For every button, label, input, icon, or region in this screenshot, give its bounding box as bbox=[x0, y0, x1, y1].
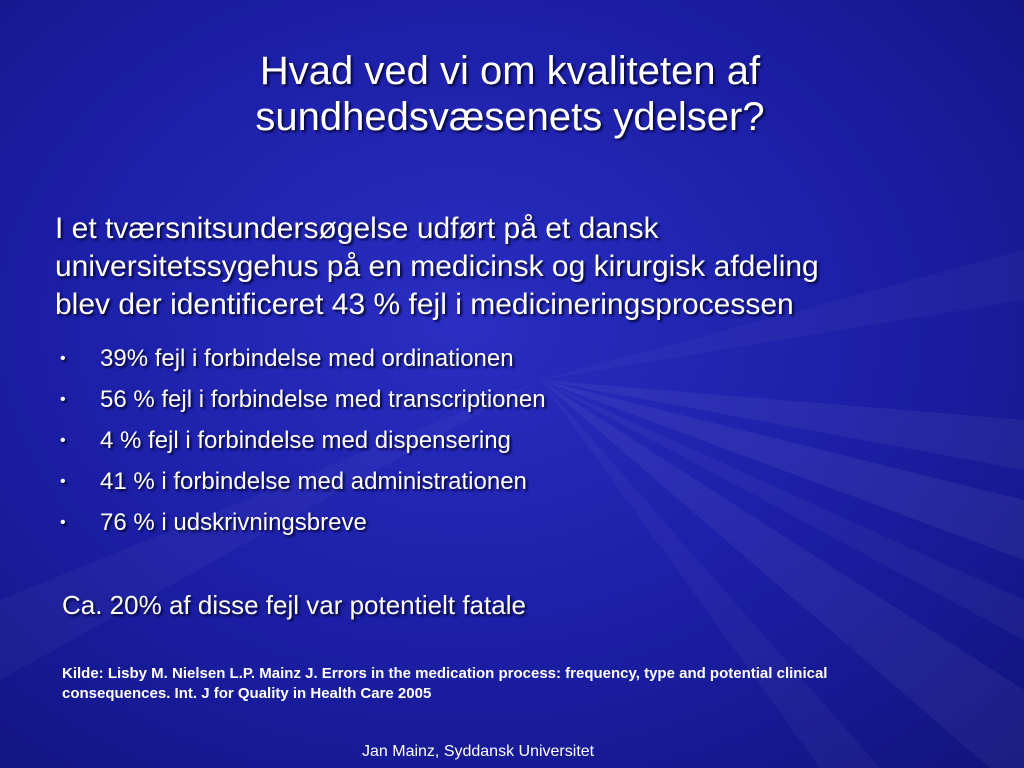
title-line-1: Hvad ved vi om kvaliteten af bbox=[259, 49, 761, 93]
source-citation bbox=[62, 664, 962, 704]
source-line-1: Kilde: Lisby M. Nielsen L.P. Mainz J. Errors in the medication process: frequency, type and potential clinical bbox=[62, 665, 828, 682]
list-item bbox=[58, 506, 546, 547]
footer-author: Jan Mainz, Syddansk Universitet bbox=[362, 743, 595, 760]
bullet-icon: • bbox=[60, 473, 66, 490]
intro-paragraph bbox=[55, 210, 985, 324]
list-item bbox=[58, 342, 546, 383]
bullet-icon: • bbox=[60, 391, 66, 408]
list-item bbox=[58, 465, 546, 506]
bullet-text: 76 % i udskrivningsbreve bbox=[100, 509, 367, 536]
bullet-text: 56 % fejl i forbindelse med transcriptionen bbox=[100, 386, 546, 413]
bullet-text: 39% fejl i forbindelse med ordinationen bbox=[100, 345, 514, 372]
bullet-text: 4 % fejl i forbindelse med dispensering bbox=[100, 427, 511, 454]
intro-line-2: universitetssygehus på en medicinsk og kirurgisk afdeling bbox=[55, 250, 819, 283]
bullet-text: 41 % i forbindelse med administrationen bbox=[100, 468, 527, 495]
source-line-2: consequences. Int. J for Quality in Health Care 2005 bbox=[62, 685, 432, 702]
bullet-icon: • bbox=[60, 514, 66, 531]
bullet-icon: • bbox=[60, 350, 66, 367]
slide-title bbox=[150, 48, 870, 140]
intro-line-3: blev der identificeret 43 % fejl i medicineringsprocessen bbox=[55, 288, 794, 321]
bullet-icon: • bbox=[60, 432, 66, 449]
intro-line-1: I et tværsnitsundersøgelse udført på et dansk bbox=[55, 212, 659, 245]
conclusion-text: Ca. 20% af disse fejl var potentielt fatale bbox=[62, 590, 526, 620]
bullet-list bbox=[58, 342, 546, 547]
list-item bbox=[58, 383, 546, 424]
title-line-2: sundhedsvæsenets ydelser? bbox=[255, 95, 765, 139]
list-item bbox=[58, 424, 546, 465]
